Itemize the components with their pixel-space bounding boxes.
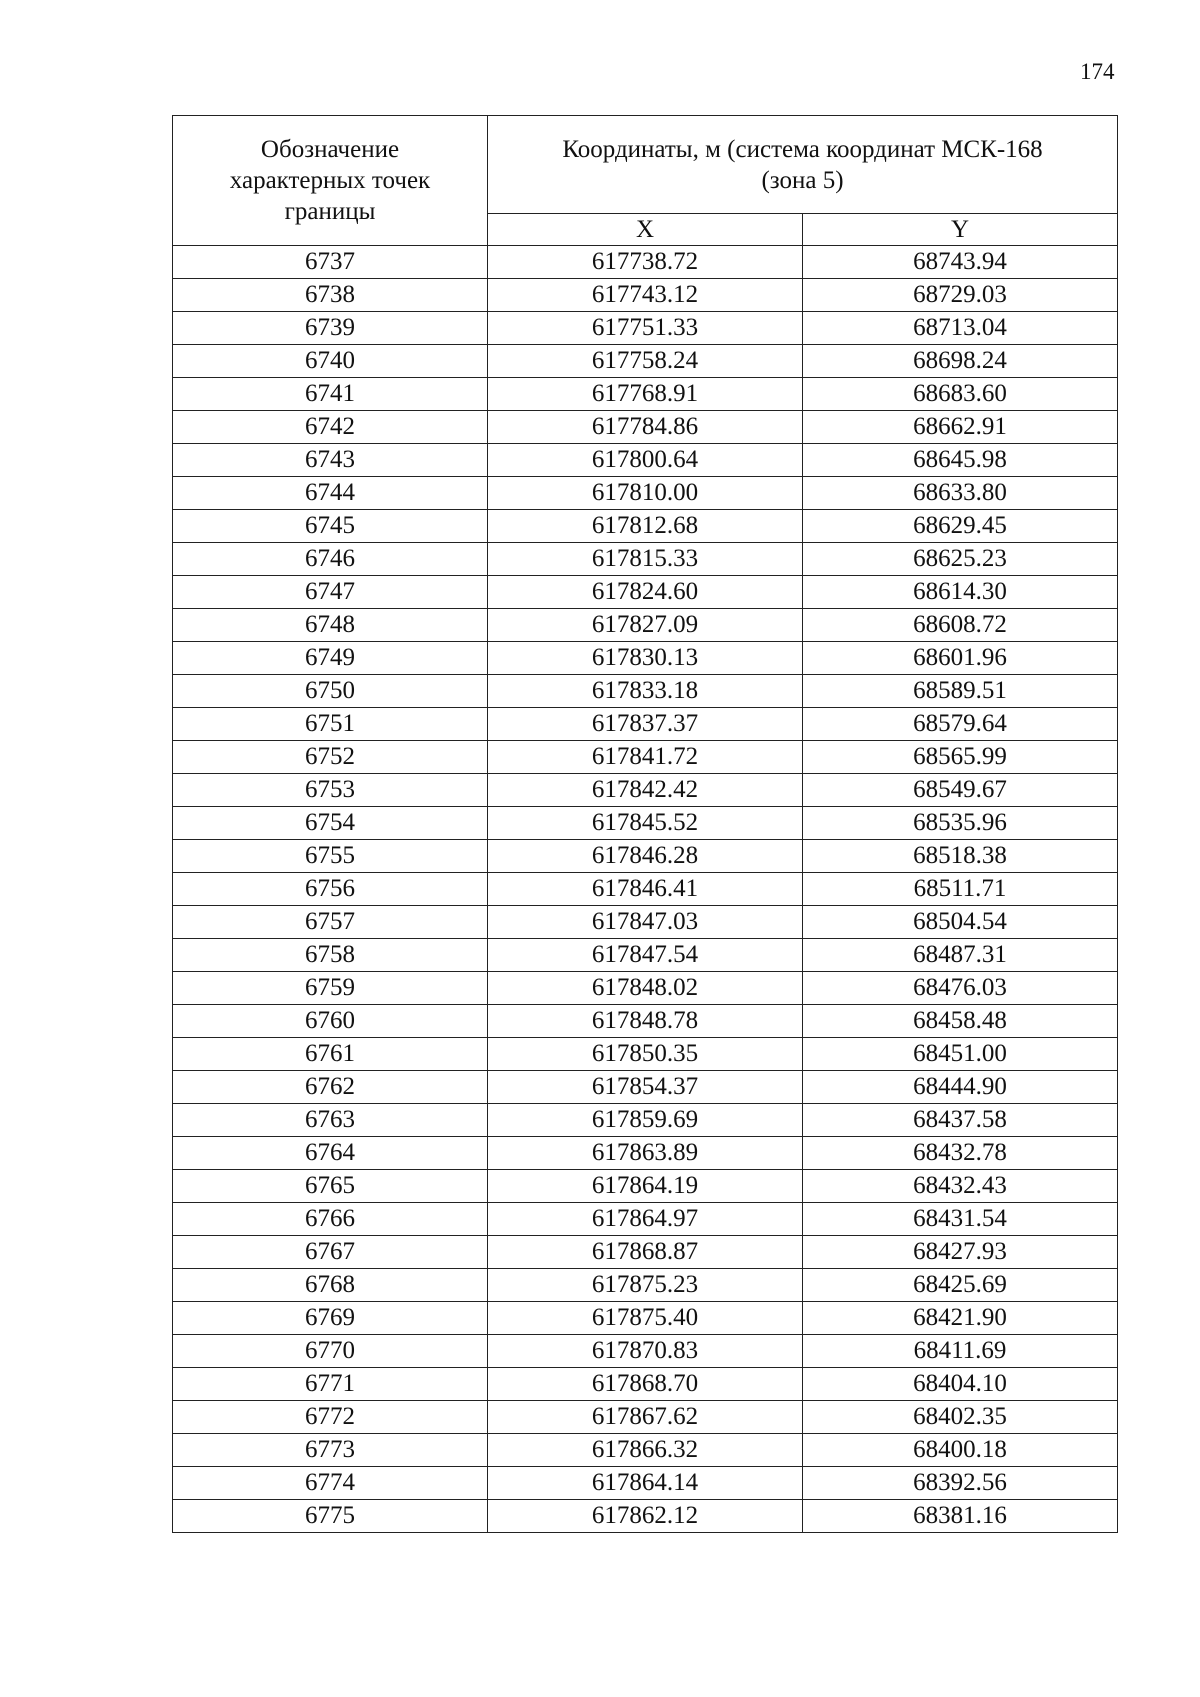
cell-x: 617768.91 xyxy=(488,378,803,411)
cell-x: 617824.60 xyxy=(488,576,803,609)
table-row xyxy=(173,939,1118,972)
table-row xyxy=(173,741,1118,774)
cell-y: 68437.58 xyxy=(803,1104,1118,1137)
cell-point: 6772 xyxy=(173,1401,488,1434)
table-row xyxy=(173,1236,1118,1269)
cell-point: 6775 xyxy=(173,1500,488,1533)
cell-x: 617868.87 xyxy=(488,1236,803,1269)
cell-y: 68549.67 xyxy=(803,774,1118,807)
cell-x: 617848.02 xyxy=(488,972,803,1005)
table-row xyxy=(173,1302,1118,1335)
cell-point: 6748 xyxy=(173,609,488,642)
cell-y: 68444.90 xyxy=(803,1071,1118,1104)
cell-point: 6766 xyxy=(173,1203,488,1236)
cell-y: 68608.72 xyxy=(803,609,1118,642)
cell-y: 68458.48 xyxy=(803,1005,1118,1038)
cell-x: 617738.72 xyxy=(488,246,803,279)
cell-y: 68589.51 xyxy=(803,675,1118,708)
cell-point: 6749 xyxy=(173,642,488,675)
table-row xyxy=(173,774,1118,807)
cell-x: 617864.97 xyxy=(488,1203,803,1236)
cell-x: 617854.37 xyxy=(488,1071,803,1104)
cell-x: 617859.69 xyxy=(488,1104,803,1137)
cell-point: 6741 xyxy=(173,378,488,411)
cell-x: 617751.33 xyxy=(488,312,803,345)
table-row xyxy=(173,642,1118,675)
cell-point: 6745 xyxy=(173,510,488,543)
cell-y: 68579.64 xyxy=(803,708,1118,741)
table-row xyxy=(173,1038,1118,1071)
table-row xyxy=(173,1269,1118,1302)
cell-point: 6764 xyxy=(173,1137,488,1170)
cell-y: 68518.38 xyxy=(803,840,1118,873)
cell-point: 6754 xyxy=(173,807,488,840)
cell-x: 617864.14 xyxy=(488,1467,803,1500)
cell-point: 6738 xyxy=(173,279,488,312)
table-row xyxy=(173,807,1118,840)
cell-x: 617810.00 xyxy=(488,477,803,510)
cell-point: 6768 xyxy=(173,1269,488,1302)
cell-point: 6743 xyxy=(173,444,488,477)
table-row xyxy=(173,444,1118,477)
cell-x: 617833.18 xyxy=(488,675,803,708)
header-x: X xyxy=(488,214,803,246)
cell-x: 617850.35 xyxy=(488,1038,803,1071)
table-row xyxy=(173,1071,1118,1104)
cell-point: 6742 xyxy=(173,411,488,444)
cell-x: 617846.28 xyxy=(488,840,803,873)
table-row xyxy=(173,378,1118,411)
cell-x: 617867.62 xyxy=(488,1401,803,1434)
table-row xyxy=(173,312,1118,345)
cell-point: 6774 xyxy=(173,1467,488,1500)
cell-x: 617862.12 xyxy=(488,1500,803,1533)
table-row xyxy=(173,1401,1118,1434)
cell-point: 6762 xyxy=(173,1071,488,1104)
table-row xyxy=(173,1335,1118,1368)
cell-y: 68614.30 xyxy=(803,576,1118,609)
cell-x: 617848.78 xyxy=(488,1005,803,1038)
cell-point: 6769 xyxy=(173,1302,488,1335)
cell-y: 68411.69 xyxy=(803,1335,1118,1368)
cell-x: 617784.86 xyxy=(488,411,803,444)
cell-x: 617842.42 xyxy=(488,774,803,807)
header-row xyxy=(173,116,1118,214)
cell-x: 617815.33 xyxy=(488,543,803,576)
cell-y: 68476.03 xyxy=(803,972,1118,1005)
cell-x: 617800.64 xyxy=(488,444,803,477)
cell-y: 68713.04 xyxy=(803,312,1118,345)
cell-x: 617837.37 xyxy=(488,708,803,741)
cell-y: 68698.24 xyxy=(803,345,1118,378)
table-row xyxy=(173,576,1118,609)
cell-y: 68645.98 xyxy=(803,444,1118,477)
cell-y: 68565.99 xyxy=(803,741,1118,774)
cell-y: 68625.23 xyxy=(803,543,1118,576)
cell-x: 617845.52 xyxy=(488,807,803,840)
table-row xyxy=(173,675,1118,708)
cell-x: 617870.83 xyxy=(488,1335,803,1368)
table-row xyxy=(173,477,1118,510)
cell-y: 68432.78 xyxy=(803,1137,1118,1170)
cell-point: 6763 xyxy=(173,1104,488,1137)
cell-point: 6739 xyxy=(173,312,488,345)
cell-x: 617875.23 xyxy=(488,1269,803,1302)
cell-point: 6759 xyxy=(173,972,488,1005)
cell-point: 6752 xyxy=(173,741,488,774)
cell-point: 6770 xyxy=(173,1335,488,1368)
table-row xyxy=(173,1203,1118,1236)
cell-x: 617864.19 xyxy=(488,1170,803,1203)
cell-y: 68427.93 xyxy=(803,1236,1118,1269)
cell-point: 6761 xyxy=(173,1038,488,1071)
table-row xyxy=(173,1137,1118,1170)
table-row xyxy=(173,1104,1118,1137)
table-row xyxy=(173,972,1118,1005)
cell-y: 68381.16 xyxy=(803,1500,1118,1533)
page-number: 174 xyxy=(1080,59,1115,84)
cell-x: 617841.72 xyxy=(488,741,803,774)
cell-y: 68662.91 xyxy=(803,411,1118,444)
table-row xyxy=(173,840,1118,873)
cell-point: 6746 xyxy=(173,543,488,576)
cell-y: 68402.35 xyxy=(803,1401,1118,1434)
table-row xyxy=(173,1434,1118,1467)
cell-point: 6773 xyxy=(173,1434,488,1467)
cell-point: 6740 xyxy=(173,345,488,378)
cell-y: 68683.60 xyxy=(803,378,1118,411)
cell-point: 6747 xyxy=(173,576,488,609)
cell-point: 6765 xyxy=(173,1170,488,1203)
cell-y: 68504.54 xyxy=(803,906,1118,939)
cell-y: 68743.94 xyxy=(803,246,1118,279)
header-y: Y xyxy=(803,214,1118,246)
table-row xyxy=(173,1170,1118,1203)
table-row xyxy=(173,1500,1118,1533)
table-row xyxy=(173,609,1118,642)
table-row xyxy=(173,906,1118,939)
cell-x: 617847.54 xyxy=(488,939,803,972)
cell-y: 68404.10 xyxy=(803,1368,1118,1401)
cell-y: 68601.96 xyxy=(803,642,1118,675)
table-row xyxy=(173,279,1118,312)
cell-point: 6751 xyxy=(173,708,488,741)
cell-point: 6760 xyxy=(173,1005,488,1038)
cell-y: 68400.18 xyxy=(803,1434,1118,1467)
cell-point: 6758 xyxy=(173,939,488,972)
cell-y: 68432.43 xyxy=(803,1170,1118,1203)
cell-point: 6755 xyxy=(173,840,488,873)
cell-point: 6744 xyxy=(173,477,488,510)
cell-y: 68511.71 xyxy=(803,873,1118,906)
table-row xyxy=(173,1467,1118,1500)
cell-x: 617830.13 xyxy=(488,642,803,675)
cell-point: 6737 xyxy=(173,246,488,279)
cell-x: 617875.40 xyxy=(488,1302,803,1335)
cell-x: 617743.12 xyxy=(488,279,803,312)
table-header xyxy=(173,116,1118,246)
cell-y: 68535.96 xyxy=(803,807,1118,840)
table-row xyxy=(173,510,1118,543)
table-body xyxy=(173,246,1118,1533)
cell-y: 68451.00 xyxy=(803,1038,1118,1071)
table-row xyxy=(173,1005,1118,1038)
cell-y: 68421.90 xyxy=(803,1302,1118,1335)
table-row xyxy=(173,1368,1118,1401)
table-row xyxy=(173,411,1118,444)
cell-point: 6756 xyxy=(173,873,488,906)
cell-y: 68431.54 xyxy=(803,1203,1118,1236)
cell-x: 617847.03 xyxy=(488,906,803,939)
cell-point: 6767 xyxy=(173,1236,488,1269)
header-point-designation: Обозначение характерных точек границы xyxy=(173,116,488,246)
cell-point: 6750 xyxy=(173,675,488,708)
cell-y: 68487.31 xyxy=(803,939,1118,972)
table-row xyxy=(173,246,1118,279)
cell-x: 617863.89 xyxy=(488,1137,803,1170)
cell-point: 6753 xyxy=(173,774,488,807)
cell-x: 617812.68 xyxy=(488,510,803,543)
table-row xyxy=(173,543,1118,576)
cell-point: 6771 xyxy=(173,1368,488,1401)
cell-y: 68392.56 xyxy=(803,1467,1118,1500)
cell-y: 68425.69 xyxy=(803,1269,1118,1302)
table-row xyxy=(173,345,1118,378)
cell-x: 617868.70 xyxy=(488,1368,803,1401)
header-coordinates: Координаты, м (система координат МСК-168 (зона 5) xyxy=(488,116,1118,214)
cell-y: 68629.45 xyxy=(803,510,1118,543)
cell-y: 68633.80 xyxy=(803,477,1118,510)
coordinates-table xyxy=(172,115,1118,1533)
table-row xyxy=(173,708,1118,741)
cell-y: 68729.03 xyxy=(803,279,1118,312)
table-row xyxy=(173,873,1118,906)
cell-point: 6757 xyxy=(173,906,488,939)
cell-x: 617758.24 xyxy=(488,345,803,378)
cell-x: 617827.09 xyxy=(488,609,803,642)
cell-x: 617866.32 xyxy=(488,1434,803,1467)
cell-x: 617846.41 xyxy=(488,873,803,906)
